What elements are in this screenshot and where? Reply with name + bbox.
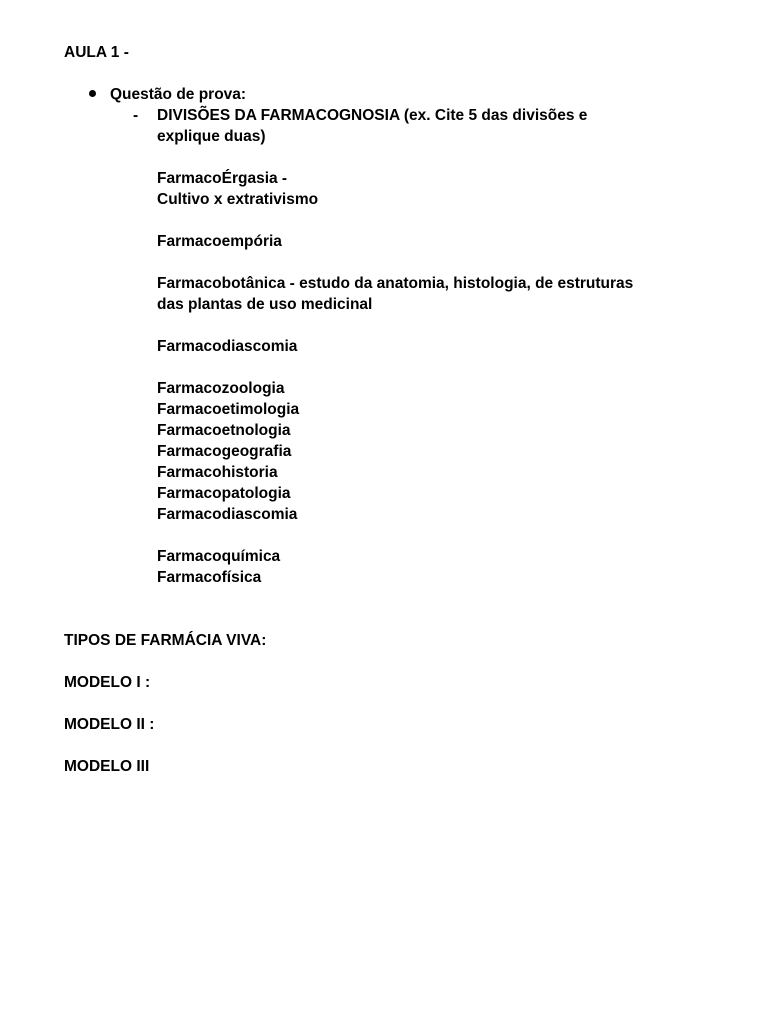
emporia-item: Farmacoempória <box>157 233 282 250</box>
bullet-label: Questão de prova: <box>110 86 247 103</box>
division-list-item: Farmacoetimologia <box>157 401 300 418</box>
modelo-2: MODELO II : <box>64 716 155 733</box>
fisica-item: Farmacofísica <box>157 569 262 586</box>
sub-item-line-1: DIVISÕES DA FARMACOGNOSIA (ex. Cite 5 das divisões e <box>157 107 588 124</box>
dash-marker: - <box>133 107 139 124</box>
division-list-item: Farmacodiascomia <box>157 506 298 523</box>
botanica-line-1: Farmacobotânica - estudo da anatomia, histologia, de estruturas <box>157 275 634 292</box>
division-list-item: Farmacogeografia <box>157 443 292 460</box>
division-list-item: Farmacohistoria <box>157 464 278 481</box>
modelo-3: MODELO III <box>64 758 150 775</box>
botanica-line-2: das plantas de uso medicinal <box>157 296 373 313</box>
ergasia-description: Cultivo x extrativismo <box>157 191 319 208</box>
diascomia-item: Farmacodiascomia <box>157 338 298 355</box>
farmacia-viva-title: TIPOS DE FARMÁCIA VIVA: <box>64 632 267 649</box>
ergasia-title: FarmacoÉrgasia - <box>157 170 288 187</box>
lesson-heading: AULA 1 - <box>64 44 129 61</box>
bullet-dot-icon <box>89 90 96 97</box>
division-list-item: Farmacozoologia <box>157 380 285 397</box>
quimica-item: Farmacoquímica <box>157 548 281 565</box>
modelo-1: MODELO I : <box>64 674 151 691</box>
division-list-item: Farmacoetnologia <box>157 422 291 439</box>
division-list-item: Farmacopatologia <box>157 485 291 502</box>
sub-item-line-2: explique duas) <box>157 128 266 145</box>
